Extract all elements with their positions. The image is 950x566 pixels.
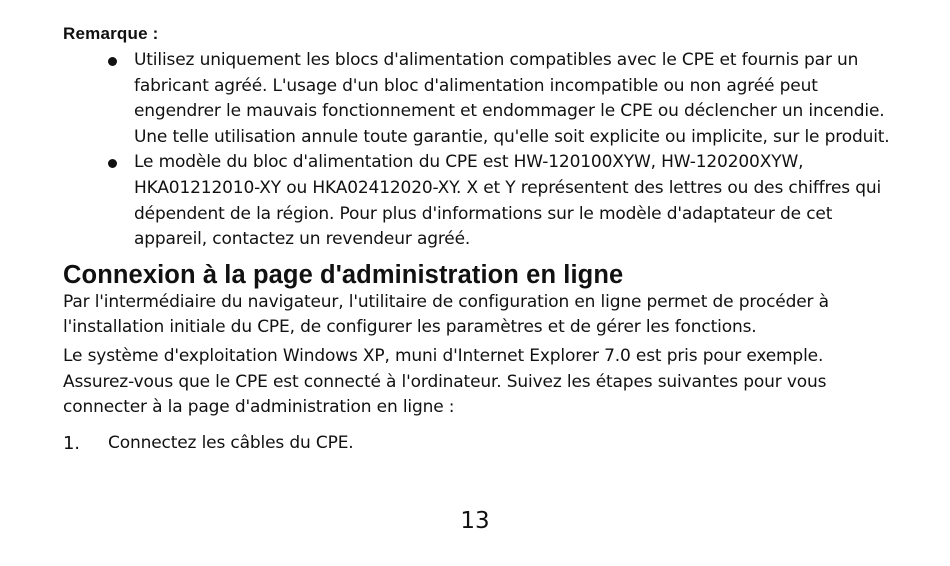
note-title: Remarque : [63, 24, 159, 43]
section-paragraph: Le système d'exploitation Windows XP, muni d'Internet Explorer 7.0 est pris pour exemple. Assurez-vous que le CPE est connecté à l'ordinateur. Suivez les étapes suivantes pour vous connecter à la page d'administration en ligne : [63, 345, 827, 418]
note-item [134, 150, 893, 252]
step-item [63, 431, 893, 457]
note-item [134, 48, 893, 150]
step-number: 1. [63, 432, 80, 454]
page-number: 13 [460, 508, 490, 534]
section-title: Connexion à la page d'administration en ligne [63, 260, 624, 289]
section-paragraph: Par l'intermédiaire du navigateur, l'utilitaire de configuration en ligne permet de procéder à l'installation initiale du CPE, de configurer les paramètres et de gérer les fonctions. [63, 291, 829, 338]
step-text: Connectez les câbles du CPE. [108, 432, 354, 453]
note-item-text: Utilisez uniquement les blocs d'alimentation compatibles avec le CPE et fournis par un fabricant agréé. L'usage d'un bloc d'alimentation incompatible ou non agréé peut engendrer le mauvais fonctionnement et endommager le CPE ou déclencher un incendie. Une telle utilisation annule toute garantie, qu'elle soit explicite ou implicite, sur le produit. [134, 50, 890, 147]
bullet-icon [108, 57, 117, 66]
note-list [63, 48, 893, 253]
bullet-icon [108, 159, 117, 168]
document-page [63, 22, 893, 456]
note-item-text: Le modèle du bloc d'alimentation du CPE est HW-120100XYW, HW-120200XYW, HKA01212010-XY ou HKA02412020-XY. X et Y représentent des lettres ou des chiffres qui dépendent de la région. Pour plus d'informations sur le modèle d'adaptateur de cet appareil, contactez un revendeur agréé. [134, 152, 882, 250]
